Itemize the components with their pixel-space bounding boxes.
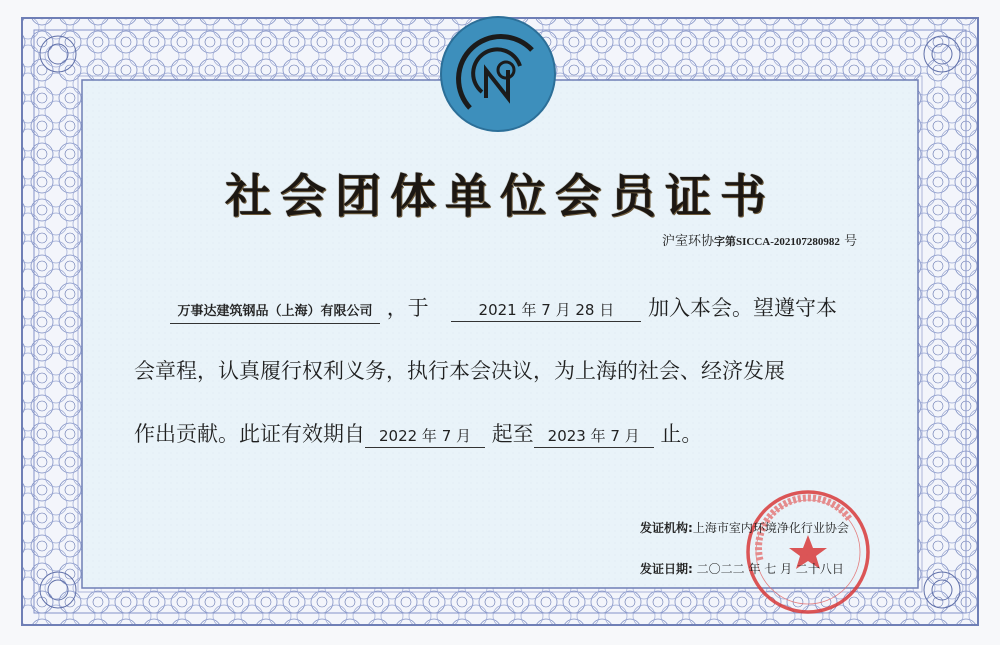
issue-date <box>640 560 844 577</box>
valid-to-date: 2023 年 7 月 <box>534 425 654 448</box>
number-suffix: 号 <box>844 234 858 249</box>
number-prefix: 沪室环协 <box>662 234 715 249</box>
issuer-org-label: 发证机构: <box>640 521 693 535</box>
certificate-title: 社会团体单位会员证书 <box>225 169 775 223</box>
issue-date-label: 发证日期: <box>640 562 693 576</box>
issuer-organization <box>640 519 849 536</box>
line3-start-text: 作出贡献。此证有效期自 <box>134 422 365 446</box>
valid-from-date: 2022 年 7 月 <box>365 425 485 448</box>
end-text: 止。 <box>660 422 703 446</box>
issuer-org-name: 上海市室内环境净化行业协会 <box>692 521 849 535</box>
mid-text: 起至 <box>491 422 534 446</box>
body-line-3 <box>134 418 702 448</box>
body-line-1 <box>170 292 837 324</box>
issue-date-value: 二〇二二 年 七 月 二十八日 <box>696 562 844 576</box>
line1-end-text: 加入本会。望遵守本 <box>648 296 838 320</box>
body-line-2: 会章程，认真履行权利义务，执行本会决议，为上海的社会、经济发展 <box>134 359 785 383</box>
number-middle: 字第SICCA-202107280982 <box>714 236 840 248</box>
cnc-association-logo <box>441 17 555 131</box>
join-date: 2021 年 7 月 28 日 <box>451 299 641 322</box>
after-member-text: ，于 <box>386 296 429 320</box>
certificate-number <box>662 230 857 249</box>
member-name: 万事达建筑钢品（上海）有限公司 <box>170 301 380 324</box>
